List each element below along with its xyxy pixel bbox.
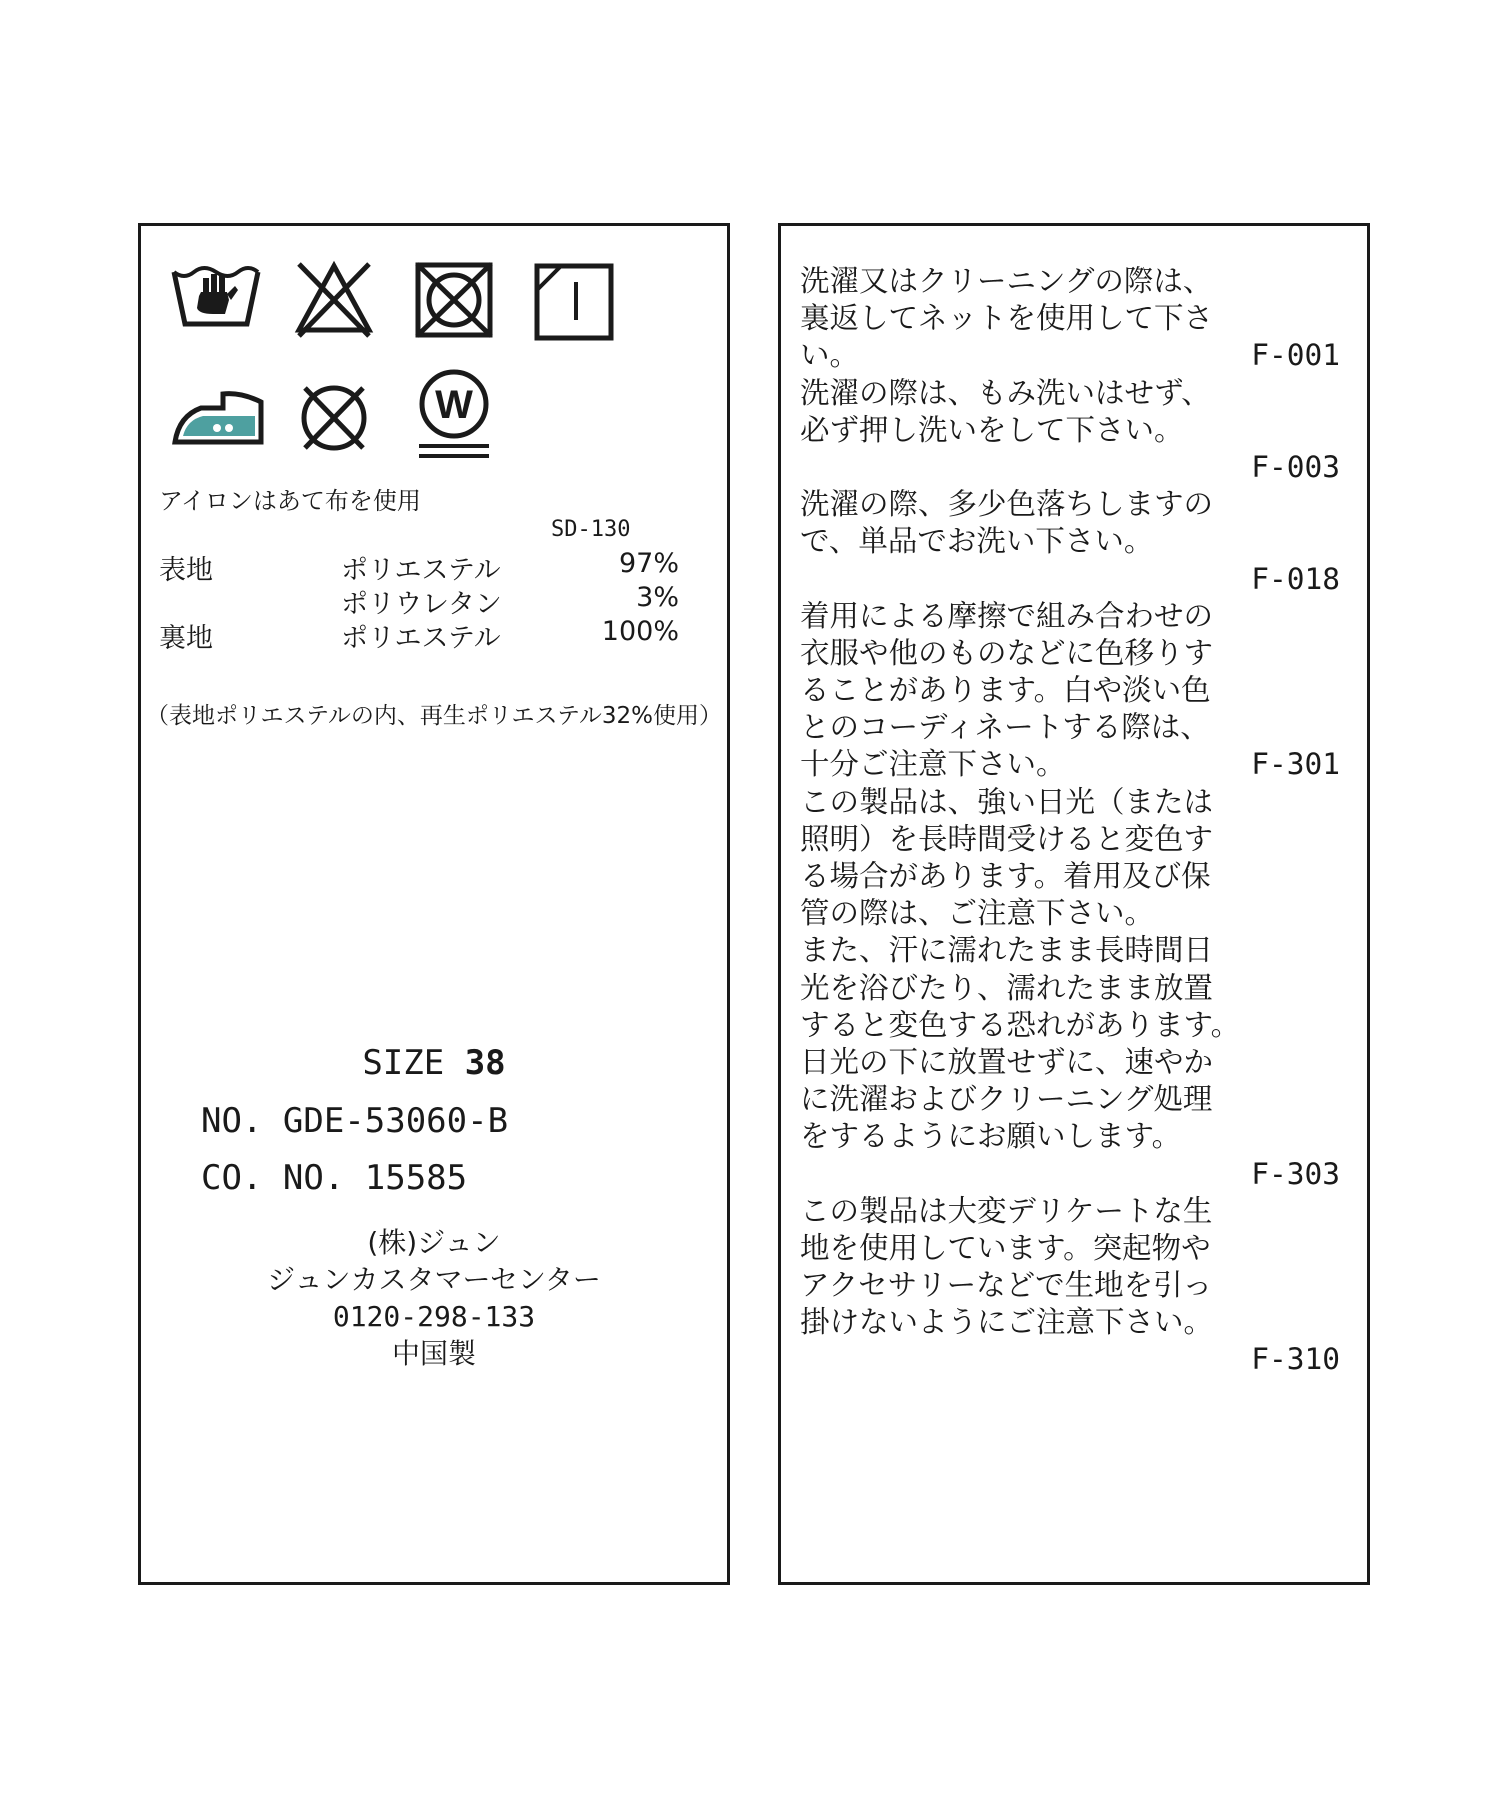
composition-percent: 97%: [618, 548, 679, 579]
composition-material: ポリエステル: [341, 555, 501, 586]
size-label: SIZE: [362, 1043, 445, 1083]
svg-text:W: W: [435, 383, 473, 427]
note-line: 掛けないようにご注意下さい。: [800, 1305, 1214, 1340]
note-line: すると変色する恐れがあります。: [800, 1007, 1241, 1042]
note-line: 日光の下に放置せずに、速やか: [800, 1044, 1214, 1079]
note-line: 洗濯の際、多少色落ちしますの: [800, 487, 1214, 522]
note-line: 地を使用しています。突起物や: [800, 1230, 1211, 1265]
note-line: に洗濯およびクリーニング処理: [800, 1082, 1213, 1117]
note-line: また、汗に濡れたまま長時間日: [800, 933, 1214, 968]
note-line: 管の際は、ご注意下さい。: [800, 896, 1155, 931]
company-block: [141, 1224, 727, 1372]
note-line: アクセサリーなどで生地を引っ: [800, 1268, 1213, 1303]
note-line: この製品は大変デリケートな生: [800, 1193, 1213, 1228]
no-tumble-dry-icon: [413, 260, 495, 340]
style-number: NO. GDE-53060-B: [201, 1101, 509, 1141]
no-dry-clean-icon: [293, 378, 375, 458]
care-label-left: [138, 223, 730, 1585]
iron-note: アイロンはあて布を使用: [159, 487, 421, 515]
note-line: で、単品でお洗い下さい。: [800, 524, 1154, 559]
note-line: [800, 337, 1340, 374]
size-value: 38: [464, 1043, 506, 1083]
note-code: F-001: [1251, 338, 1340, 373]
recycled-note: （表地ポリエステルの内、再生ポリエステル32%使用）: [146, 703, 722, 729]
note-line: 照明）を長時間受けると変色す: [800, 821, 1214, 856]
note-code: F-310: [1251, 1342, 1340, 1377]
note-text: 十分ご注意下さい。: [800, 747, 1066, 782]
note-code: F-018: [1251, 561, 1340, 596]
composition-row: [159, 582, 679, 620]
care-label-right: [778, 223, 1370, 1585]
note-code: F-303: [1251, 1156, 1340, 1191]
no-bleach-icon: [293, 260, 375, 340]
composition-part: 裏地: [159, 623, 213, 654]
size-line: [141, 1043, 727, 1083]
co-number: CO. NO. 15585: [201, 1158, 468, 1198]
company-name: (株)ジュン: [367, 1226, 501, 1259]
note-code: F-301: [1251, 747, 1340, 782]
note-line: 衣服や他のものなどに色移りす: [800, 635, 1214, 670]
note-line: 洗濯又はクリーニングの際は、: [800, 264, 1213, 298]
note-line: とのコーディネートする際は、: [800, 710, 1210, 745]
wet-clean-gentle-icon: [413, 366, 495, 466]
note-line: 裏返してネットを使用して下さ: [800, 301, 1214, 336]
line-dry-shade-icon: [533, 262, 615, 342]
composition-material: ポリエステル: [341, 623, 501, 654]
note-line: る場合があります。着用及び保: [800, 859, 1211, 893]
customer-center: ジュンカスタマーセンター: [267, 1263, 601, 1296]
composition-part: 表地: [159, 555, 213, 586]
note-code: F-003: [1251, 449, 1340, 484]
composition-row: [159, 616, 679, 654]
care-notes: [800, 263, 1340, 1379]
composition-percent: 3%: [636, 582, 679, 613]
hand-wash-icon: [171, 264, 261, 334]
note-text: い。: [800, 338, 860, 373]
note-line: 着用による摩擦で組み合わせの: [800, 598, 1214, 633]
note-line: この製品は、強い日光（または: [800, 784, 1214, 819]
phone-number: 0120-298-133: [332, 1300, 536, 1333]
sd-code: SD-130: [551, 517, 631, 542]
composition-material: ポリウレタン: [341, 589, 502, 620]
country-of-origin: 中国製: [391, 1337, 476, 1370]
note-line: 光を浴びたり、濡れたまま放置: [800, 970, 1214, 1005]
composition-row: [159, 548, 679, 586]
note-line: 必ず押し洗いをして下さい。: [800, 412, 1184, 447]
note-line: [800, 746, 1340, 783]
note-line: 洗濯の際は、もみ洗いはせず、: [800, 375, 1211, 410]
iron-low-icon: [171, 386, 267, 446]
note-line: ることがあります。白や淡い色: [800, 673, 1211, 708]
note-line: をするようにお願いします。: [800, 1119, 1182, 1154]
composition-percent: 100%: [601, 616, 679, 647]
